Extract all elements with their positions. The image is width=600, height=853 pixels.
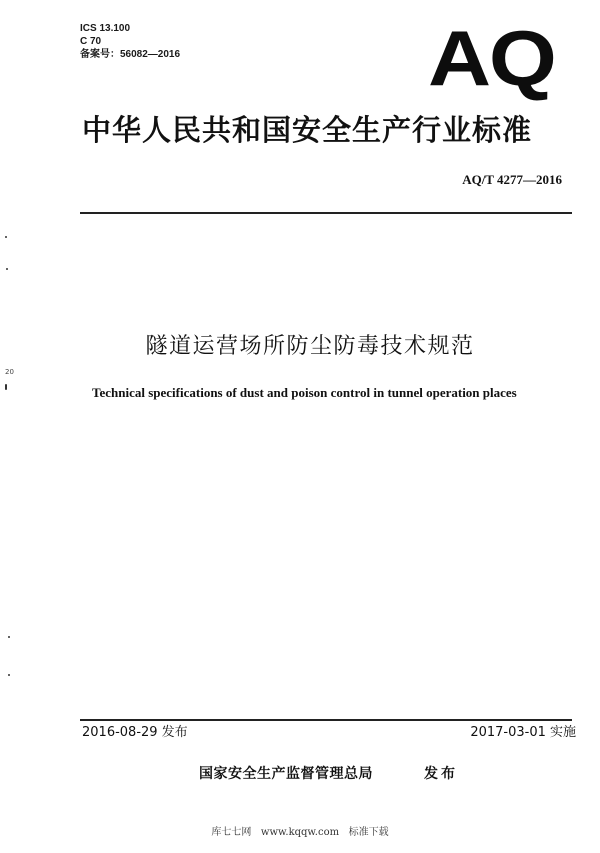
filing-number: 备案号：56082—2016 <box>80 49 181 60</box>
scan-speck <box>8 674 10 676</box>
scan-speck <box>6 268 8 270</box>
aq-logo: AQ <box>428 14 555 102</box>
ccs-code: C 70 <box>80 36 102 47</box>
publication-date: 2016-08-29 发布 <box>82 725 188 740</box>
margin-mark <box>5 384 7 390</box>
footer-divider <box>80 719 572 721</box>
header-divider <box>80 212 572 214</box>
implementation-date: 2017-03-01 实施 <box>470 725 576 740</box>
scan-speck <box>8 636 10 638</box>
ics-code: ICS 13.100 <box>80 23 131 34</box>
standard-type-title: 中华人民共和国安全生产行业标准 <box>82 113 533 147</box>
classification-block <box>80 22 180 61</box>
standard-number: AQ/T 4277—2016 <box>462 172 562 187</box>
document-title-english: Technical specifications of dust and poison control in tunnel operation places <box>92 385 517 400</box>
issuing-authority: 国家安全生产监督管理总局 <box>199 766 373 782</box>
scan-speck <box>5 236 7 238</box>
margin-label: 20 <box>5 368 14 376</box>
document-title-chinese: 隧道运营场所防尘防毒技术规范 <box>145 334 475 359</box>
issuing-action: 发布 <box>424 766 458 782</box>
site-watermark: 库七七网 www.kqqw.com 标准下载 <box>211 827 389 838</box>
